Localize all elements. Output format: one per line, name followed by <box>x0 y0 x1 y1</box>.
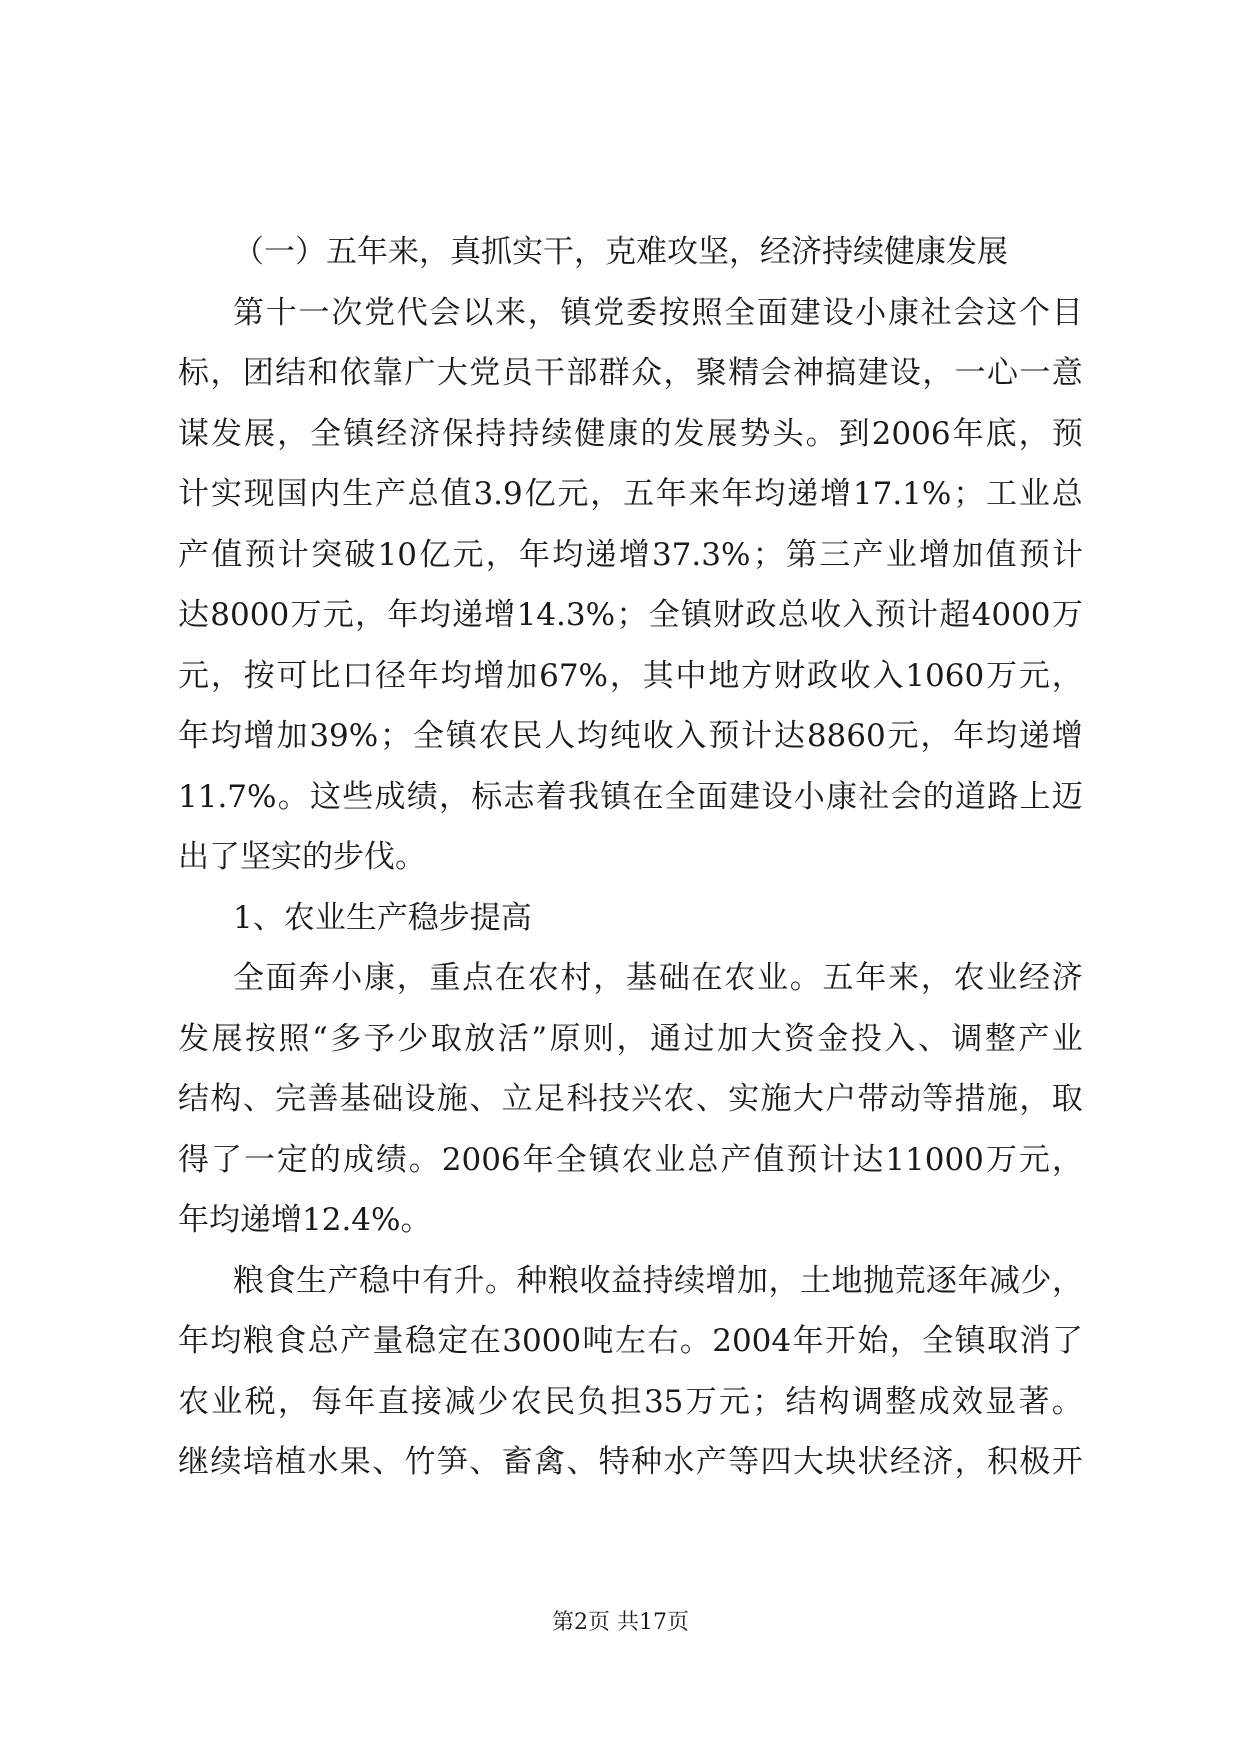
paragraph-line: 全 面 奔 小 康 ， 重 点 在 农 村 ， 基 础 在 农 业 。 五 年 来 ， 农 业 经 济 <box>233 960 1083 996</box>
paragraph-line: 农 业 税 ， 每 年 直 接 减 少 农 民 负 担 35 万 元 ； 结 构 调 整 成 效 显 著 。 <box>178 1383 1083 1420</box>
paragraph-line: 年 均 粮 食 总 产 量 稳 定 在 3000 吨 左 右 。 2004 年 开 始 ， 全 镇 取 消 了 <box>178 1323 1083 1359</box>
paragraph-line: 粮 食 生 产 稳 中 有 升 。 种 粮 收 益 持 续 增 加 ， 土 地 抛 荒 逐 年 减 少 ， <box>233 1262 1083 1299</box>
section-heading: （一）五年来，真抓实干，克难攻坚，经济持续健康发展 <box>233 234 1008 270</box>
paragraph-line: 产 值 预 计 突 破 10 亿 元 ， 年 均 递 增 37.3% ； 第 三 产 业 增 加 值 预 计 <box>178 536 1083 573</box>
subheading-agriculture: 1、农业生产稳步提高 <box>233 899 532 936</box>
paragraph-line: 结 构 、 完 善 基 础 设 施 、 立 足 科 技 兴 农 、 实 施 大 户 带 动 等 措 施 ， 取 <box>178 1081 1083 1117</box>
paragraph-economy <box>178 283 1083 888</box>
paragraph-agriculture <box>178 948 1083 1251</box>
paragraph-line: 元 ， 按 可 比 口 径 年 均 增 加 67% ， 其 中 地 方 财 政 收 入 1060 万 元 ， <box>178 657 1083 694</box>
paragraph-line: 达 8000 万 元 ， 年 均 递 增 14.3% ； 全 镇 财 政 总 收 入 预 计 超 4000 万 <box>178 597 1083 633</box>
paragraph-grain <box>178 1251 1083 1493</box>
paragraph-line: 年均递增12.4%。 <box>178 1202 432 1238</box>
paragraph-line: 发 展 按 照 “ 多 予 少 取 放 活 ” 原 则 ， 通 过 加 大 资 金 投 入 、 调 整 产 业 <box>178 1020 1083 1057</box>
page-footer: 第2页 共17页 <box>552 1610 689 1635</box>
paragraph-line: 谋 发 展 ， 全 镇 经 济 保 持 持 续 健 康 的 发 展 势 头 。 到 2006 年 底 ， 预 <box>178 415 1083 452</box>
paragraph-line: 继 续 培 植 水 果 、 竹 笋 、 畜 禽 、 特 种 水 产 等 四 大 块 状 经 济 ， 积 极 开 <box>178 1444 1083 1480</box>
paragraph-line: 计 实 现 国 内 生 产 总 值 3.9 亿 元 ， 五 年 来 年 均 递 增 17.1% ； 工 业 总 <box>178 476 1083 512</box>
paragraph-line: 年 均 增 加 39% ； 全 镇 农 民 人 均 纯 收 入 预 计 达 8860 元 ， 年 均 递 增 <box>178 718 1083 754</box>
paragraph-line: 出了坚实的步伐。 <box>178 839 426 875</box>
paragraph-line: 得 了 一 定 的 成 绩 。 2006 年 全 镇 农 业 总 产 值 预 计 达 11000 万 元 ， <box>178 1141 1083 1178</box>
paragraph-line: 11.7% 。 这 些 成 绩 ， 标 志 着 我 镇 在 全 面 建 设 小 康 社 会 的 道 路 上 迈 <box>178 778 1083 815</box>
paragraph-line: 标 ， 团 结 和 依 靠 广 大 党 员 干 部 群 众 ， 聚 精 会 神 搞 建 设 ， 一 心 一 意 <box>178 355 1083 391</box>
paragraph-line: 第 十 一 次 党 代 会 以 来 ， 镇 党 委 按 照 全 面 建 设 小 康 社 会 这 个 目 <box>233 294 1083 331</box>
document-body <box>178 222 1083 1493</box>
